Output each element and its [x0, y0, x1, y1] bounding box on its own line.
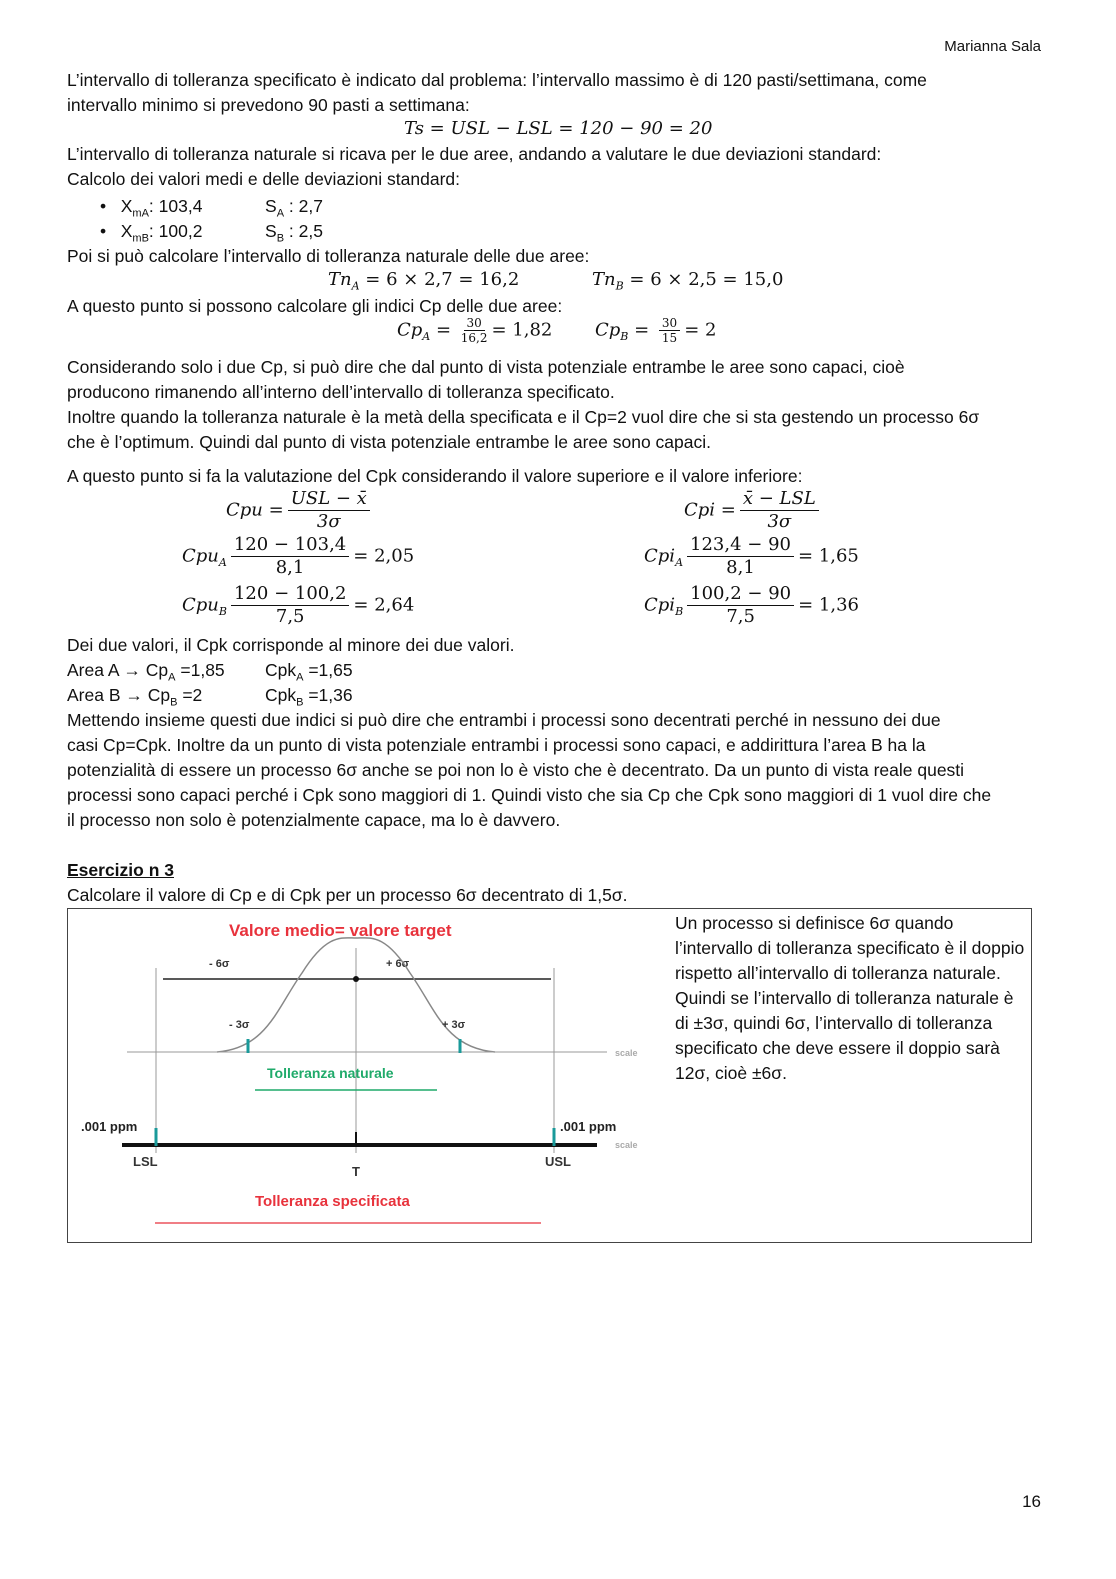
scale-label-bottom: scale: [615, 1140, 638, 1150]
equation-cpi-b: Cpi$_B$ $\frac{100,2 - 90}{7,5}$ = 1,36: [644, 583, 860, 627]
equation-ts: Ts = USL − LSL = 120 − 90 = 20: [404, 118, 713, 139]
area-a-line: Area $A \to Cp_A =1,85$ Cpk$_A$ =1,65: [67, 660, 353, 684]
paragraph-line: L’intervallo di tolleranza specificato è indicato dal problema: l’intervallo massimo è di 120 pasti/settimana, come: [67, 70, 927, 90]
scale-label: scale: [615, 1048, 638, 1058]
equation-cp-a: $Cp_A$ = $\frac{30}{16,2}$ = 1,82: [397, 316, 553, 345]
paragraph-line: casi Cp=Cpk. Inoltre da un punto di vista potenziale entrambi i processi sono capaci, e addirittura l’area B ha la: [67, 735, 926, 755]
equation-cp-b: $Cp_B$ = $\frac{30}{15}$ = 2: [595, 316, 717, 345]
paragraph-line: Calcolo dei valori medi e delle deviazioni standard:: [67, 169, 460, 189]
paragraph-line: processi sono capaci perché i Cpk sono maggiori di 1. Quindi visto che sia Cp che Cpk sono maggiori di 1 vuol dire che: [67, 785, 992, 805]
paragraph-line: A questo punto si fa la valutazione del Cpk considerando il valore superiore e il valore inferiore:: [67, 466, 803, 486]
equation-tn-b: $Tn_B = 6 \times 2,5 = 15,0$: [592, 269, 784, 293]
paragraph-line: intervallo minimo si prevedono 90 pasti a settimana:: [67, 95, 470, 115]
bullet-item: • $X_{mA}$: 103,4 $S_A$ : 2,7: [100, 196, 323, 220]
plus-3-sigma-label: + 3σ: [442, 1019, 466, 1031]
equation-cpu-a: Cpu$_A$ $\frac{120 - 103,4}{8,1}$ = 2,05: [182, 534, 415, 578]
paragraph-line: Mettendo insieme questi due indici si può dire che entrambi i processi sono decentrati perché in nessuno dei due: [67, 710, 941, 730]
paragraph-line: L’intervallo di tolleranza naturale si ricava per le due aree, andando a valutare le due deviazioni standard:: [67, 144, 882, 164]
paragraph-line: A questo punto si possono calcolare gli indici Cp delle due aree:: [67, 296, 563, 316]
target-label: T: [352, 1164, 360, 1179]
lsl-label: LSL: [133, 1154, 158, 1169]
box-explanation: Un processo si definisce 6σ quando l’intervallo di tolleranza specificato è il doppio rispetto all’intervallo di tolleranza naturale. Quindi se l’intervallo di tolleranza naturale è di ±3σ, quindi 6σ, l’intervallo di tolleranza specificato che deve essere il doppio sarà 12σ, cioè ±6σ.: [675, 913, 1025, 1083]
header-author: Marianna Sala: [944, 38, 1041, 55]
paragraph-line: producono rimanendo all’interno dell’intervallo di tolleranza specificato.: [67, 382, 615, 402]
paragraph-line: il processo non solo è potenzialmente capace, ma lo è davvero.: [67, 810, 561, 830]
paragraph-line: Considerando solo i due Cp, si può dire che dal punto di vista potenziale entrambe le aree sono capaci, cioè: [67, 357, 905, 377]
minus-3-sigma-label: - 3σ: [229, 1019, 250, 1031]
equation-cpu: Cpu = $\frac{\text{USL − x̄}}{3\sigma}$: [226, 488, 374, 533]
lsl-ppm-label: .001 ppm: [81, 1119, 138, 1134]
equation-tn-a: $Tn_A = 6 \times 2,7 = 16,2$: [328, 269, 520, 293]
paragraph-line: Dei due valori, il Cpk corrisponde al minore dei due valori.: [67, 635, 515, 655]
section-title: Esercizio n 3: [67, 860, 174, 880]
paragraph-line: Poi si può calcolare l’intervallo di tolleranza naturale delle due aree:: [67, 246, 590, 266]
area-b-line: Area $B \to Cp_B =2$ Cpk$_B$ =1,36: [67, 685, 353, 709]
usl-ppm-label: .001 ppm: [560, 1119, 617, 1134]
minus-6-sigma-label: - 6σ: [209, 958, 230, 970]
equation-cpu-b: Cpu$_B$ $\frac{120 - 100,2}{7,5}$ = 2,64: [182, 583, 415, 627]
natural-tolerance-label: Tolleranza naturale: [267, 1065, 394, 1081]
equation-cpi-a: Cpi$_A$ $\frac{123,4 - 90}{8,1}$ = 1,65: [644, 534, 859, 578]
paragraph-line: potenzialità di essere un processo 6σ anche se poi non lo è visto che è decentrato. Da un punto di vista reale questi: [67, 760, 965, 780]
bullet-item: • $X_{mB}$: 100,2 $S_B$ : 2,5: [100, 221, 323, 245]
mean-point: [353, 976, 359, 982]
page-number: 16: [1022, 1492, 1041, 1511]
paragraph-line: che è l’optimum. Quindi dal punto di vista potenziale entrambe le aree sono capaci.: [67, 432, 711, 452]
figure-title: Valore medio= valore target: [229, 921, 452, 940]
paragraph-line: Inoltre quando la tolleranza naturale è la metà della specificata e il Cp=2 vuol dire che si sta gestendo un processo 6σ: [67, 407, 980, 427]
plus-6-sigma-label: + 6σ: [386, 958, 410, 970]
six-sigma-diagram: [67, 908, 662, 1241]
usl-label: USL: [545, 1154, 571, 1169]
exercise-text: Calcolare il valore di Cp e di Cpk per un processo 6σ decentrato di 1,5σ.: [67, 885, 628, 905]
equation-cpi: Cpi = $\frac{\text{x̄ − LSL}}{3\sigma}$: [684, 488, 823, 533]
specified-tolerance-label: Tolleranza specificata: [255, 1193, 410, 1210]
